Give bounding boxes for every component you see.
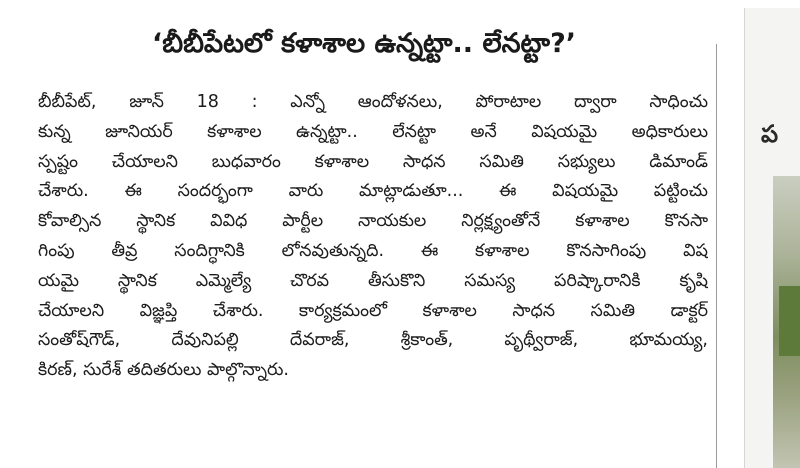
article-body-line: యమై స్థానిక ఎమ్మెల్యే చొరవ తీసుకొని సమస్య పరిష్కారానికి కృషి: [38, 270, 708, 291]
article-body-line: సంతోష్‌గౌడ్, దేవునిపల్లి దేవరాజ్, శ్రీకాంత్, పృథ్వీరాజ్, భూమయ్య,: [38, 330, 708, 351]
adjacent-article-photo: [773, 176, 800, 468]
article-body-line: కిరణ్, సురేశ్ తదితరులు పాల్గొన్నారు.: [38, 360, 289, 381]
column-divider: [716, 44, 717, 468]
article-body-line: చేశారు. ఈ సందర్భంగా వారు మాట్లాడుతూ... ఈ విషయమై పట్టించు: [38, 181, 708, 202]
article-body: [38, 88, 708, 386]
article-headline: ‘బీబీపేటలో కళాశాల ఉన్నట్టా.. లేనట్టా?’: [152, 28, 576, 59]
article-body-line: బీబీపేట్, జూన్ 18 : ఎన్నో ఆందోళనలు, పోరాటాల ద్వారా సాధించు: [38, 92, 708, 112]
article-body-line: కోవాల్సిన స్థానిక వివిధ పార్టీల నాయకుల నిర్లక్ష్యంతోనే కళాశాల కొనసా: [38, 211, 708, 232]
article-body-line: చేయాలని విజ్ఞప్తి చేశారు. కార్యక్రమంలో కళాశాల సాధన సమితి డాక్టర్: [38, 300, 708, 321]
photo-figure: [779, 286, 800, 356]
adjacent-article-panel: [744, 8, 800, 468]
article-body-line: గింపు తీవ్ర సందిగ్ధానికి లోనవుతున్నది. ఈ కళాశాల కొనసాగింపు విష: [38, 240, 708, 261]
news-article: [20, 0, 708, 468]
article-body-line: స్పష్టం చేయాలని బుధవారం కళాశాల సాధన సమితి సభ్యులు డిమాండ్: [38, 151, 708, 172]
article-body-line: కున్న జూనియర్ కళాశాల ఉన్నట్టా.. లేనట్టా అనే విషయమై అధికారులు: [38, 121, 708, 142]
adjacent-headline-fragment: ప: [761, 120, 779, 148]
